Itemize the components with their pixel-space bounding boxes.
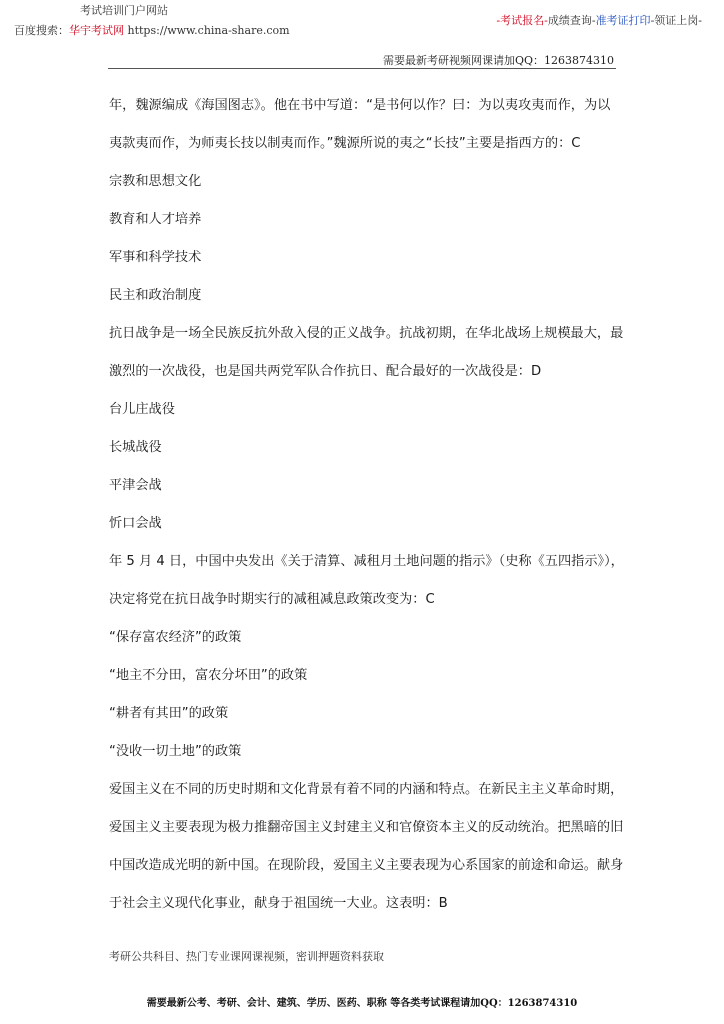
option-line: 长城战役 [109,440,162,455]
option-line: 军事和科学技术 [109,250,202,265]
option-line: “地主不分田，富农分坏田”的政策 [109,668,308,683]
option-line: 民主和政治制度 [109,288,202,303]
link-exam-registration[interactable]: -考试报名- [496,14,548,27]
header-qq-notice: 需要最新考研视频网课请加QQ：1263874310 [382,54,614,67]
body-line: 于社会主义现代化事业，献身于祖国统一大业。这表明：B [109,896,448,911]
body-line: 激烈的一次战役，也是国共两党军队合作抗日、配合最好的一次战役是：D [109,364,542,379]
option-line: 平津会战 [109,478,162,493]
search-keyword[interactable]: 华宇考试网 [69,24,124,37]
search-line [14,22,290,38]
body-line: 决定将党在抗日战争时期实行的减租减息政策改变为：C [109,592,435,607]
option-line: 忻口会战 [109,516,162,531]
body-line: 抗日战争是一场全民族反抗外敌入侵的正义战争。抗战初期，在华北战场上规模最大，最 [109,326,624,341]
body-line: 爱国主义在不同的历史时期和文化背景有着不同的内涵和特点。在新民主主义革命时期， [109,782,624,797]
top-links [496,12,702,28]
option-line: 宗教和思想文化 [109,174,202,189]
document-body [109,93,624,929]
search-prefix: 百度搜索： [14,24,69,37]
link-score-query[interactable]: 成绩查询- [547,14,596,27]
footer-qq-notice: 需要最新公考、考研、会计、建筑、学历、医药、职称 等各类考试课程请加QQ：1263874310 [146,998,578,1009]
option-line: 台儿庄战役 [109,402,175,417]
site-url[interactable]: https://www.china-share.com [127,24,290,37]
link-certificate[interactable]: -领证上岗- [650,14,702,27]
body-line: 夷款夷而作，为师夷长技以制夷而作。”魏源所说的夷之“长技”主要是指西方的：C [109,136,581,151]
site-title: 考试培训门户网站 [80,4,168,17]
option-line: “耕者有其田”的政策 [109,706,229,721]
body-line: 爱国主义主要表现为极力推翻帝国主义封建主义和官僚资本主义的反动统治。把黑暗的旧 [109,820,624,835]
option-line: “保存富农经济”的政策 [109,630,242,645]
body-line: 年，魏源编成《海国图志》。他在书中写道：“是书何以作？曰：为以夷攻夷而作，为以 [109,98,611,113]
body-line: 中国改造成光明的新中国。在现阶段，爱国主义主要表现为心系国家的前途和命运。献身 [109,858,624,873]
option-line: 教育和人才培养 [109,212,202,227]
link-admission-print[interactable]: 准考证打印 [595,14,651,27]
body-line: 年 5 月 4 日，中国中央发出《关于清算、减租月土地问题的指示》（史称《五四指示》）， [109,554,624,569]
header-divider [108,68,616,69]
option-line: “没收一切土地”的政策 [109,744,242,759]
footer-note: 考研公共科目、热门专业课网课视频，密训押题资料获取 [109,950,384,963]
